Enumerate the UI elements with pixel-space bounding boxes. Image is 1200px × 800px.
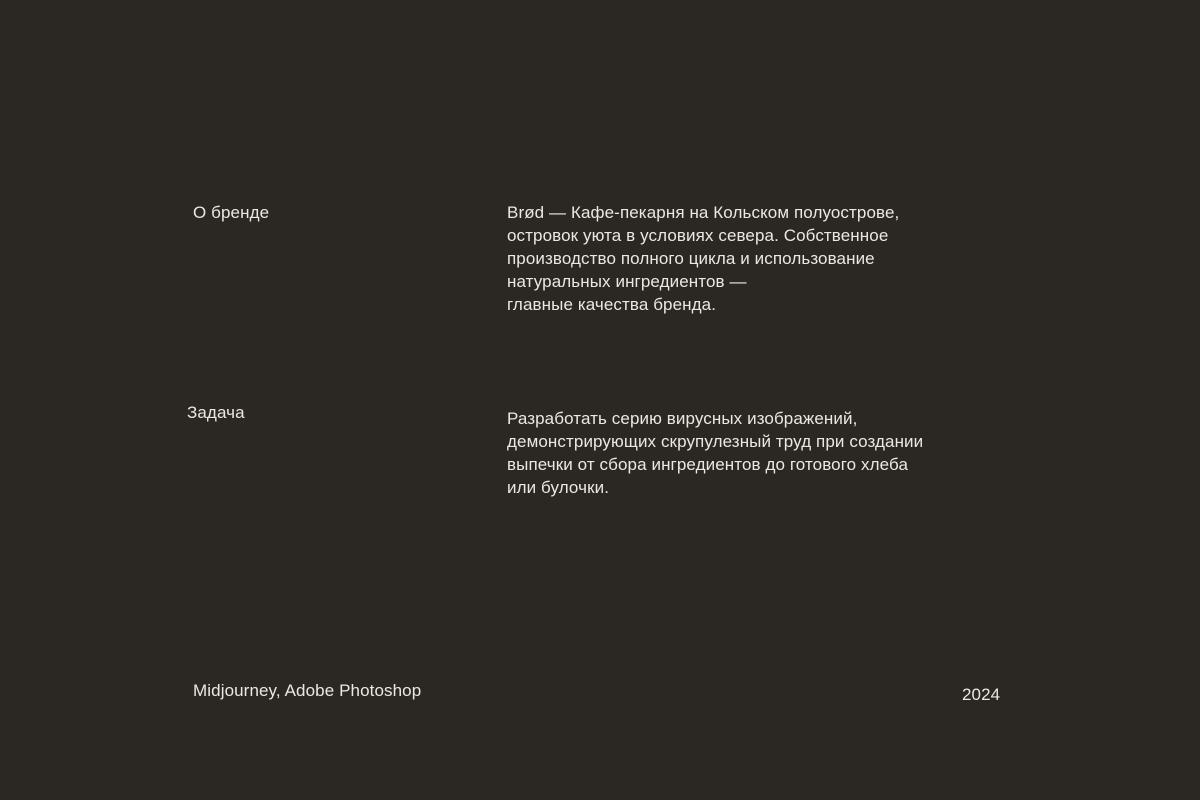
task-line: или булочки. xyxy=(507,478,610,497)
about-line: островок уюта в условиях севера. Собственное xyxy=(507,226,889,245)
about-description xyxy=(507,201,987,316)
project-year: 2024 xyxy=(962,685,1001,704)
about-line: Brød — Кафе-пекарня на Кольском полуострове, xyxy=(507,203,900,222)
task-line: демонстрирующих скрупулезный труд при создании xyxy=(507,432,924,451)
task-line: Разработать серию вирусных изображений, xyxy=(507,409,858,428)
tools-used: Midjourney, Adobe Photoshop xyxy=(193,681,422,700)
about-label: О бренде xyxy=(193,203,270,222)
about-line: главные качества бренда. xyxy=(507,295,717,314)
task-description xyxy=(507,407,987,499)
about-line: натуральных ингредиентов — xyxy=(507,272,747,291)
about-line: производство полного цикла и использование xyxy=(507,249,875,268)
task-label: Задача xyxy=(187,403,245,422)
task-line: выпечки от сбора ингредиентов до готового хлеба xyxy=(507,455,908,474)
